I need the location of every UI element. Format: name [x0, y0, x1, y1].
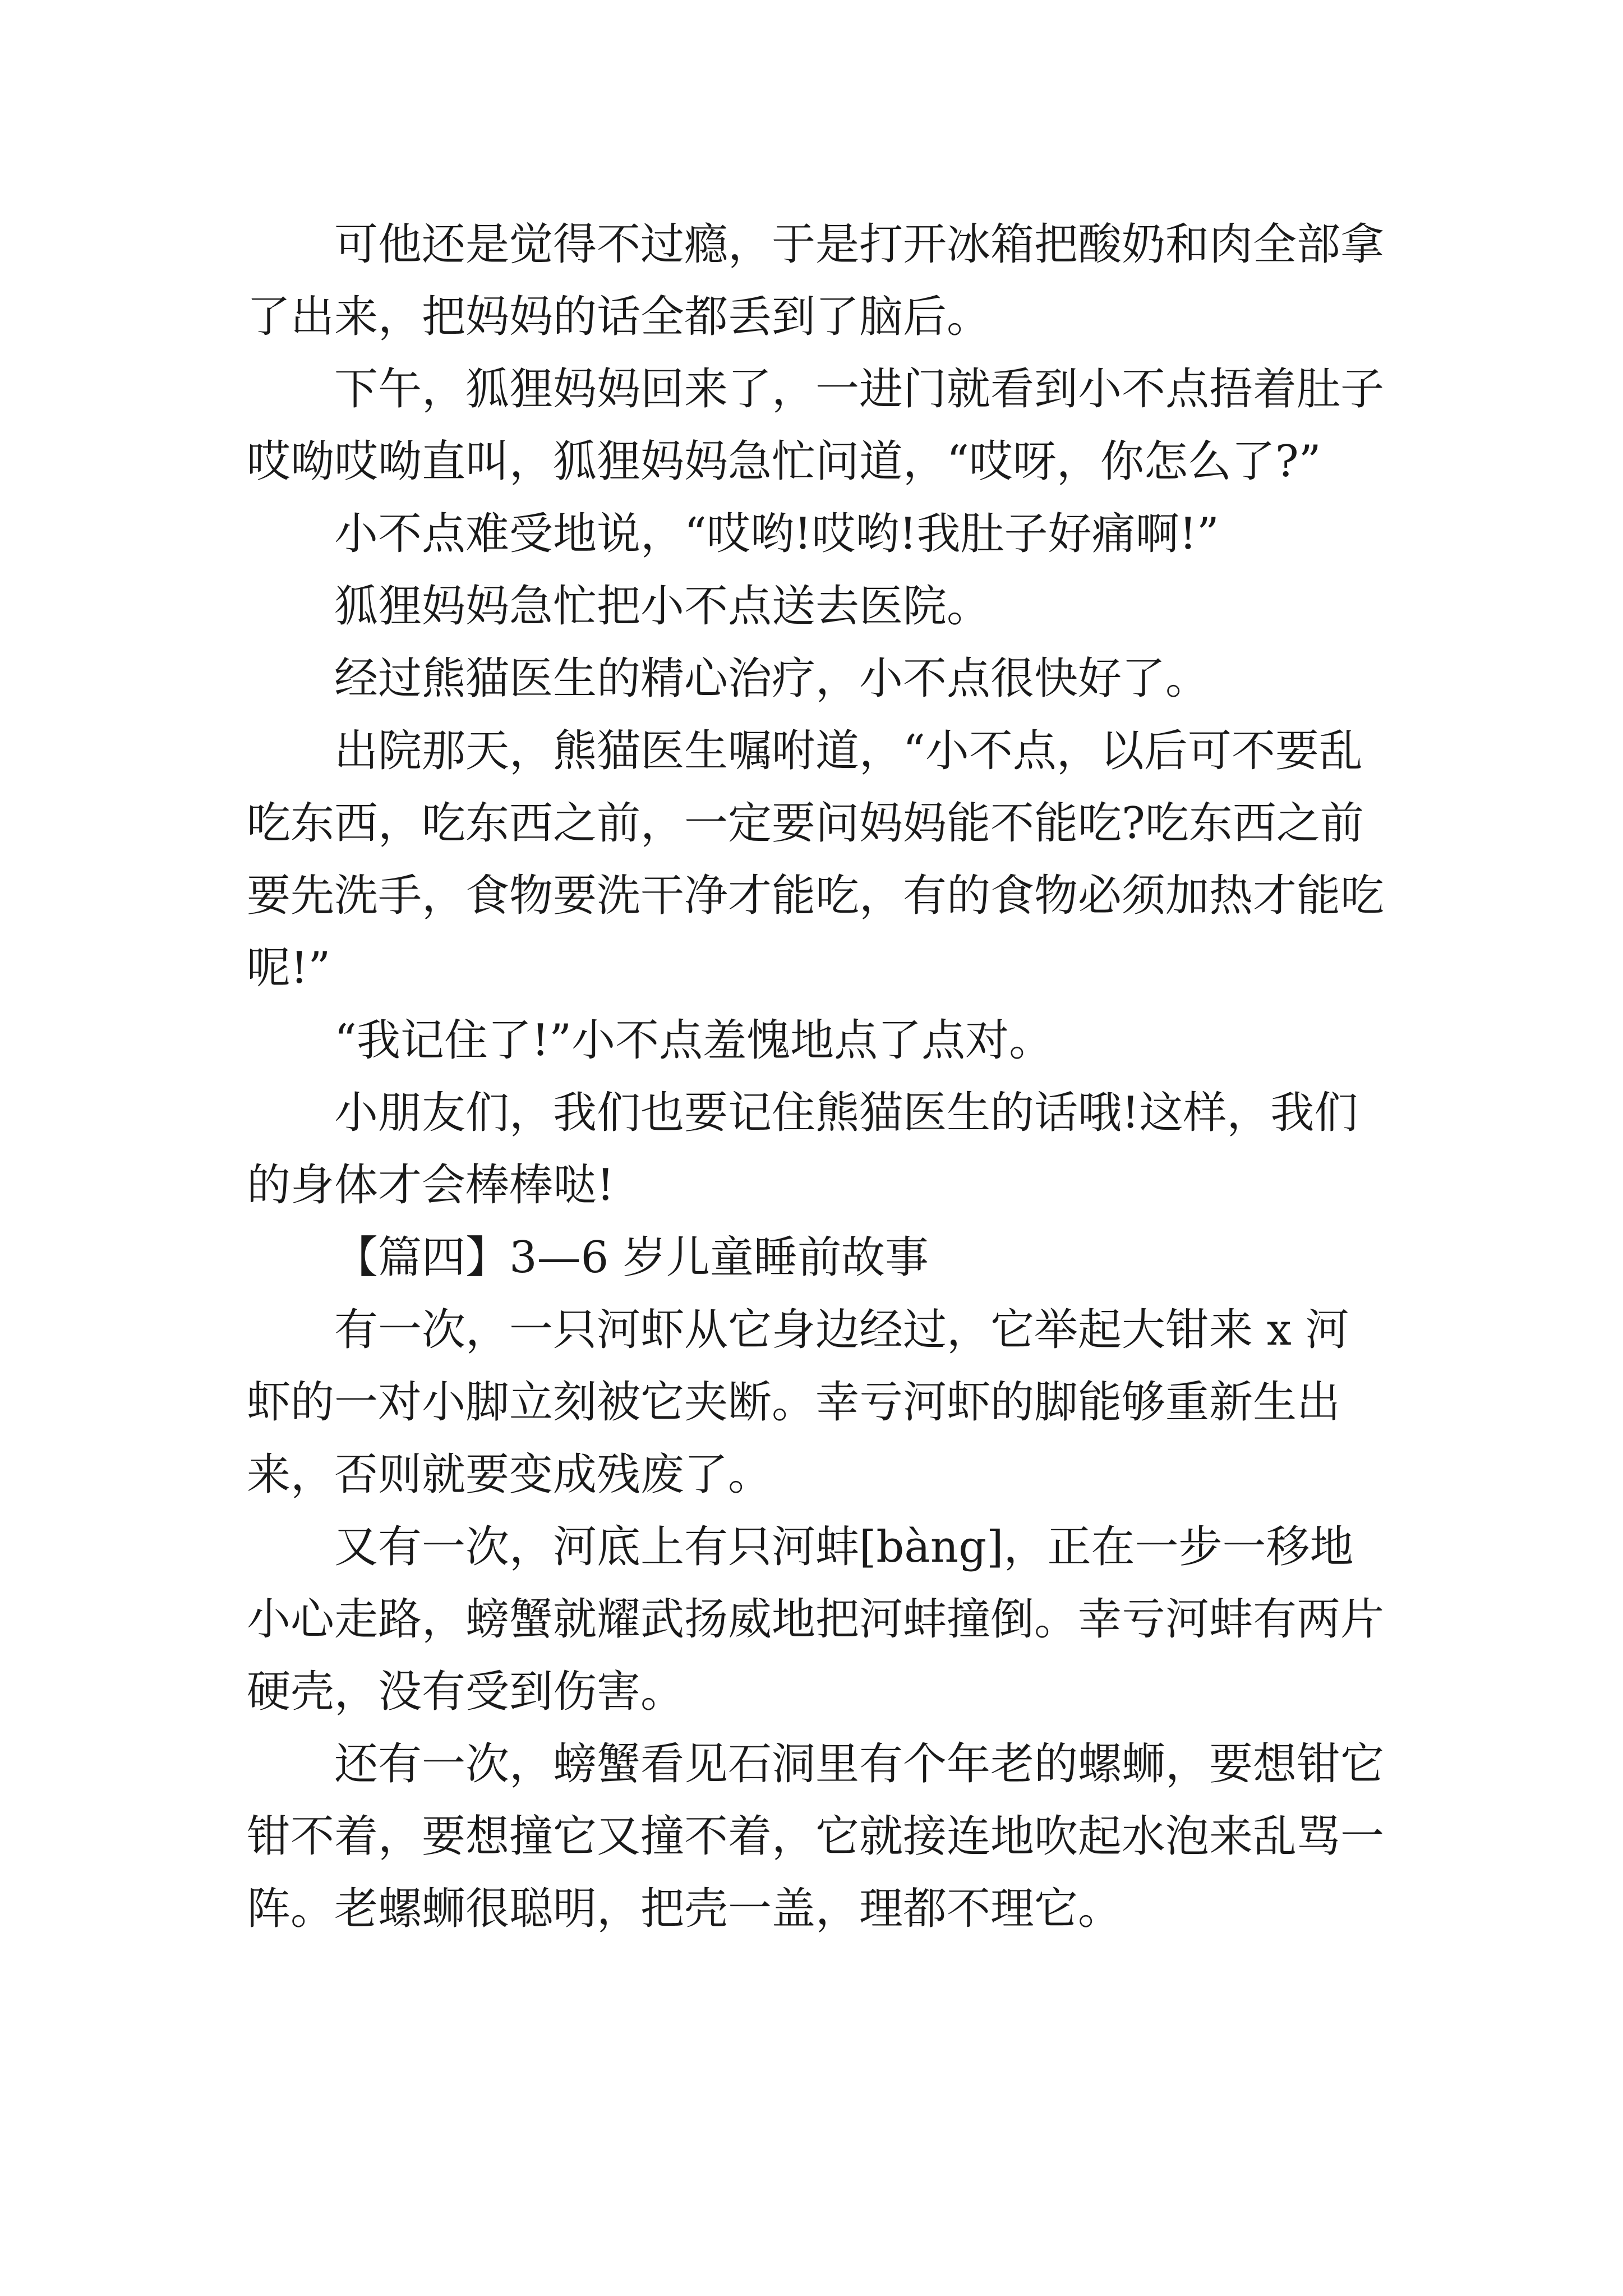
section-heading: 【篇四】3—6 岁儿童睡前故事 — [334, 1232, 929, 1283]
paragraph-7: “我记住了!”小不点羞愧地点了点对。 — [334, 1015, 1053, 1066]
paragraph-5: 经过熊猫医生的精心治疗，小不点很快好了。 — [334, 654, 1210, 704]
paragraph-9: 有一次，一只河虾从它身边经过，它举起大钳来 x 河虾的一对小脚立刻被它夹断。幸亏河虾的脚能够重新生出来，否则就要变成残废了。 — [247, 1305, 1349, 1500]
paragraph-10: 又有一次，河底上有只河蚌[bàng]，正在一步一移地小心走路，螃蟹就耀武扬威地把河蚌撞倒。幸亏河蚌有两片硬壳，没有受到伤害。 — [247, 1522, 1385, 1717]
paragraph-8: 小朋友们，我们也要记住熊猫医生的话哦!这样，我们的身体才会棒棒哒! — [247, 1088, 1358, 1211]
document-body — [247, 209, 1389, 1945]
paragraph-4: 狐狸妈妈急忙把小不点送去医院。 — [334, 581, 991, 632]
paragraph-1: 可他还是觉得不过瘾，于是打开冰箱把酸奶和肉全部拿了出来，把妈妈的话全都丢到了脑后。 — [247, 219, 1385, 342]
paragraph-11: 还有一次，螃蟹看见石洞里有个年老的螺蛳，要想钳它钳不着，要想撞它又撞不着，它就接连地吹起水泡来乱骂一阵。老螺蛳很聪明，把壳一盖，理都不理它。 — [247, 1739, 1385, 1934]
paragraph-3: 小不点难受地说，“哎哟!哎哟!我肚子好痛啊!” — [334, 509, 1219, 559]
paragraph-6: 出院那天，熊猫医生嘱咐道，“小不点，以后可不要乱吃东西，吃东西之前，一定要问妈妈能不能吃?吃东西之前要先洗手，食物要洗干净才能吃，有的食物必须加热才能吃呢!” — [247, 726, 1385, 993]
paragraph-2: 下午，狐狸妈妈回来了，一进门就看到小不点捂着肚子哎呦哎呦直叫，狐狸妈妈急忙问道，“哎呀，你怎么了?” — [247, 364, 1385, 487]
